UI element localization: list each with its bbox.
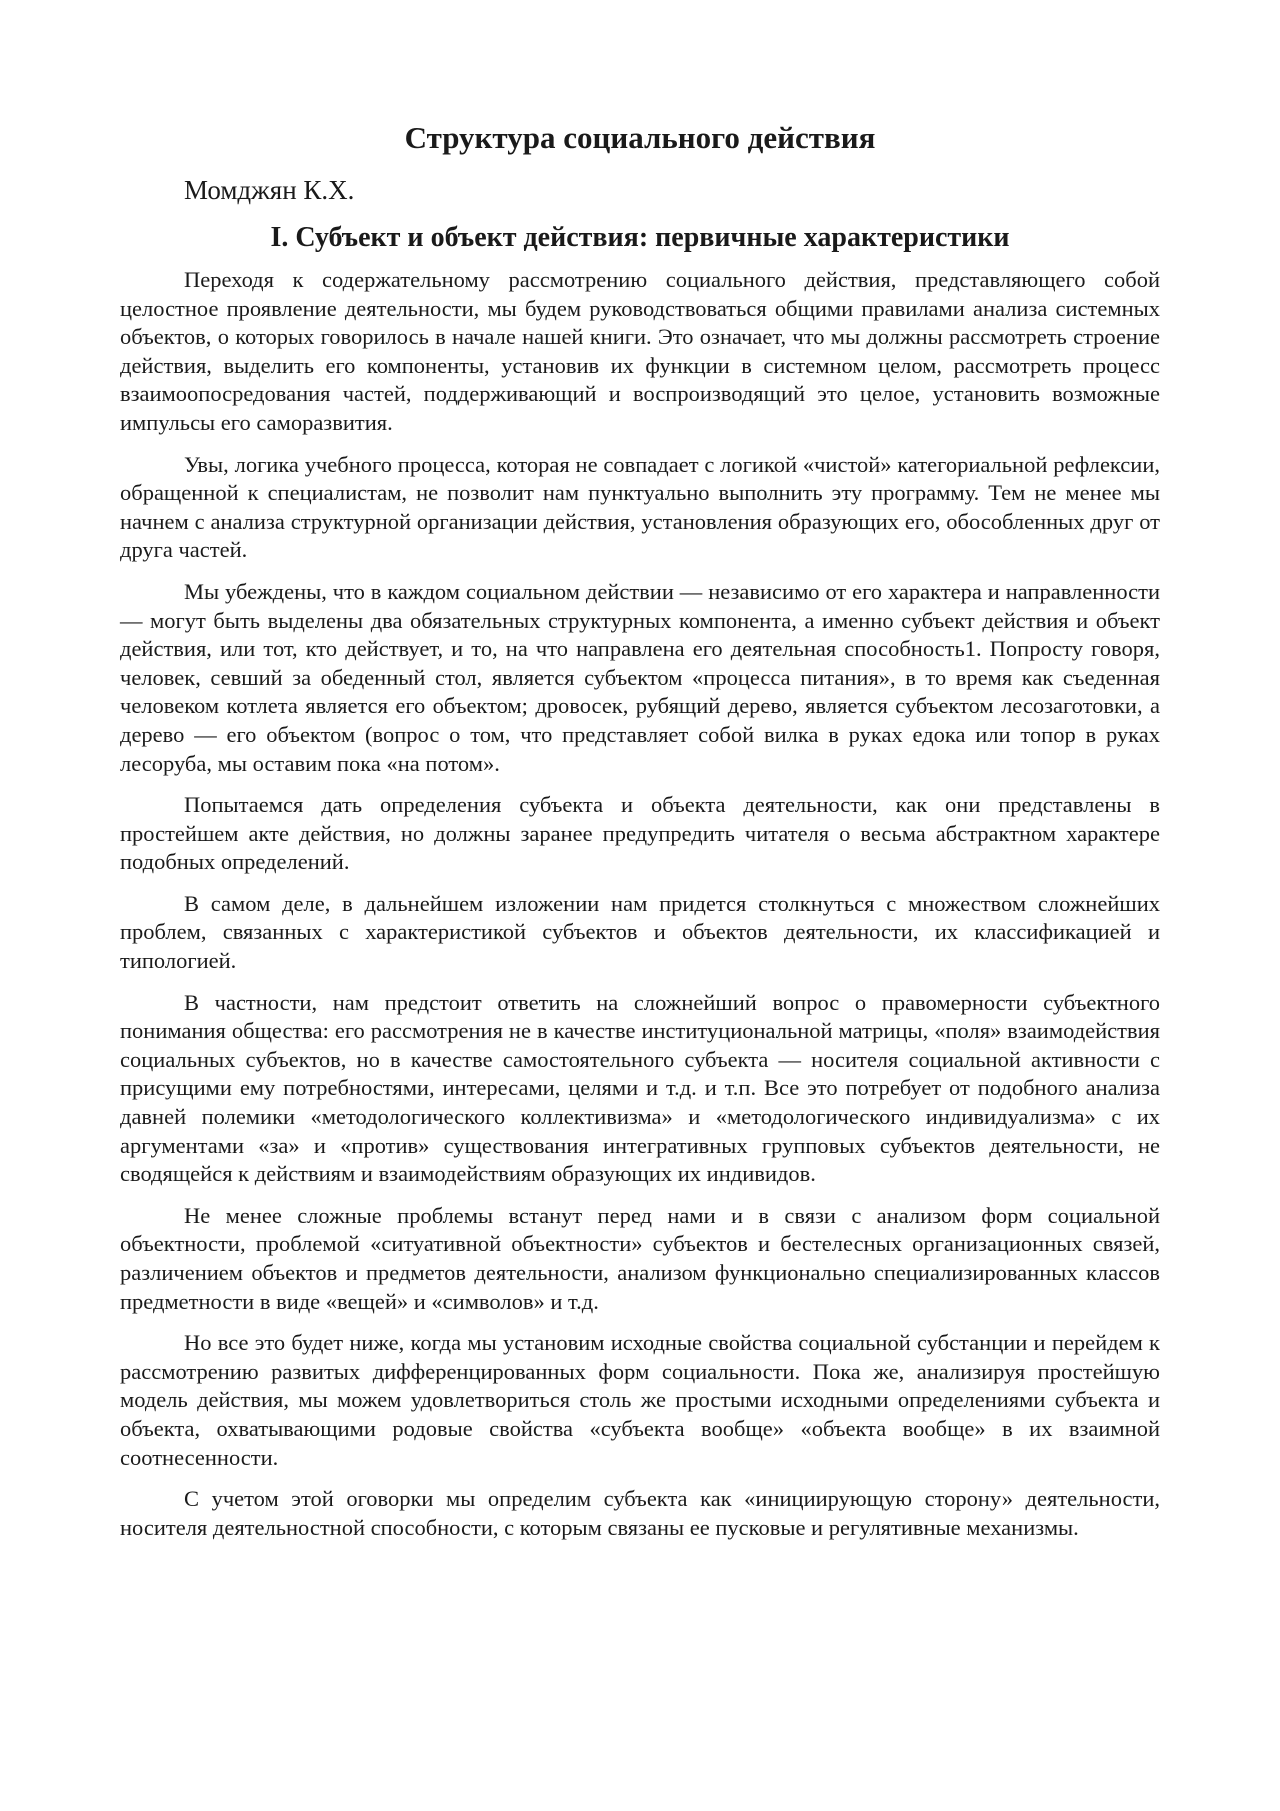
body-paragraph: С учетом этой оговорки мы определим субъекта как «инициирующую сторону» деятельности, носителя деятельностной способности, с которым связаны ее пусковые и регулятивные механизмы. (120, 1486, 1160, 1540)
body-paragraph: Мы убеждены, что в каждом социальном действии — независимо от его характера и направленности — могут быть выделены два обязательных структурных компонента, а именно субъект действия и объект действия, или тот, кто действует, и то, на что направлена его деятельная способность1. Попросту говоря, человек, севший за обеденный стол, является субъектом «процесса питания», в то время как съеденная человеком котлета является его объектом; дровосек, рубящий дерево, является субъектом лесозаготовки, а дерево — его объектом (вопрос о том, что представляет собой вилка в руках едока или топор в руках лесоруба, мы оставим пока «на потом». (120, 578, 1160, 776)
body-paragraph: В частности, нам предстоит ответить на сложнейший вопрос о правомерности субъектного понимания общества: его рассмотрения не в качестве институциональной матрицы, «поля» взаимодействия социальных субъектов, но в качестве самостоятельного субъекта — носителя социальной активности с присущими ему потребностями, интересами, целями и т.д. и т.п. Все это потребует от подобного анализа давней полемики «методологического коллективизма» и «методологического индивидуализма» с их аргументами «за» и «против» существования интегративных групповых субъектов деятельности, не сводящейся к действиям и взаимодействиям образующих их индивидов. (120, 989, 1160, 1187)
document-author: Момджян К.Х. (184, 175, 355, 205)
body-paragraph: Попытаемся дать определения субъекта и объекта деятельности, как они представлены в простейшем акте действия, но должны заранее предупредить читателя о весьма абстрактном характере подобных определений. (120, 792, 1160, 875)
document-page (120, 110, 1160, 1555)
body-paragraph: В самом деле, в дальнейшем изложении нам придется столкнуться с множеством сложнейших проблем, связанных с характеристикой субъектов и объектов деятельности, их классификацией и типологией. (120, 890, 1160, 974)
body-paragraph: Переходя к содержательному рассмотрению социального действия, представляющего собой целостное проявление деятельности, мы будем руководствоваться общими правилами анализа системных объектов, о которых говорилось в начале нашей книги. Это означает, что мы должны рассмотреть строение действия, выделить его компоненты, установив их функции в системном целом, рассмотреть процесс взаимоопосредования частей, поддерживающий и воспроизводящий это целое, установить возможные импульсы его саморазвития. (120, 267, 1160, 435)
body-paragraph: Не менее сложные проблемы встанут перед нами и в связи с анализом форм социальной объектности, проблемой «ситуативной объектности» субъектов и бестелесных организационных связей, различением объектов и предметов деятельности, анализом функционально специализированных классов предметности в виде «вещей» и «символов» и т.д. (120, 1202, 1160, 1314)
section-heading: I. Субъект и объект действия: первичные характеристики (270, 222, 1010, 253)
body-paragraph: Увы, логика учебного процесса, которая не совпадает с логикой «чистой» категориальной рефлексии, обращенной к специалистам, не позволит нам пунктуально выполнить эту программу. Тем не менее мы начнем с анализа структурной организации действия, установления образующих его, обособленных друг от друга частей. (120, 451, 1160, 563)
document-title: Структура социального действия (404, 120, 876, 155)
body-paragraph: Но все это будет ниже, когда мы установим исходные свойства социальной субстанции и перейдем к рассмотрению развитых дифференцированных форм социальности. Пока же, анализируя простейшую модель действия, мы можем удовлетвориться столь же простыми исходными определениями субъекта и объекта, охватывающими родовые свойства «субъекта вообще» «объекта вообще» в их взаимной соотнесенности. (120, 1330, 1160, 1470)
